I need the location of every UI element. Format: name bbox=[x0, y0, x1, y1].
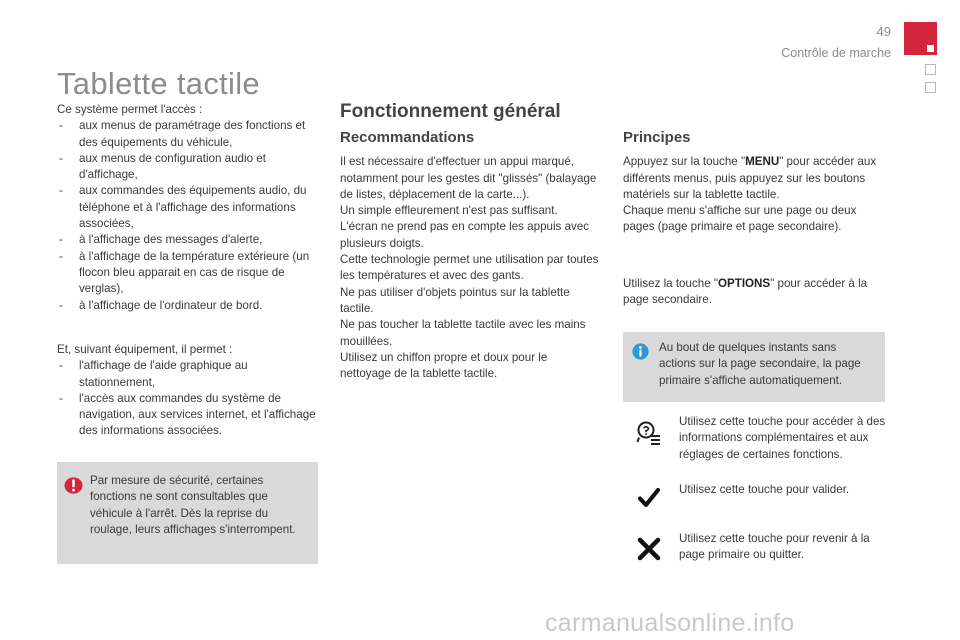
recommendation-text: Cette technologie permet une utilisation par toutes les températures et avec des gants. bbox=[340, 253, 599, 283]
info-box bbox=[623, 332, 885, 402]
chapter-tab-marker bbox=[904, 22, 937, 55]
info-text: Au bout de quelques instants sans actions sur la page secondaire, la page primaire s'affiche automatiquement. bbox=[659, 341, 861, 387]
recommendation-text: L'écran ne prend pas en compte les appuis avec plusieurs doigts. bbox=[340, 220, 590, 250]
warning-text: Par mesure de sécurité, certaines fonctions ne sont consultables que véhicule à l'arrêt. Dès la reprise du roulage, leurs affichages s'interrompent. bbox=[90, 474, 296, 536]
intro-lead: Ce système permet l'accès : bbox=[57, 103, 203, 116]
principles-heading: Principes bbox=[623, 129, 691, 146]
list-item: - à l'affichage de la température extérieure (un flocon bleu apparait en cas de risque de verglas), bbox=[57, 249, 319, 298]
recommendations-heading: Recommandations bbox=[340, 129, 475, 146]
close-icon bbox=[635, 535, 663, 563]
options-list bbox=[57, 358, 319, 439]
watermark: carmanualsonline.info bbox=[545, 609, 795, 637]
list-item: - aux menus de configuration audio et d'affichage, bbox=[57, 151, 319, 184]
recommendation-text: Ne pas utiliser d'objets pointus sur la tablette tactile. bbox=[340, 285, 570, 315]
info-icon bbox=[632, 343, 649, 360]
warning-icon bbox=[64, 476, 83, 495]
chapter-tab-box bbox=[925, 64, 936, 75]
section-name: Contrôle de marche bbox=[781, 46, 891, 60]
recommendation-text: Ne pas toucher la tablette tactile avec les mains mouillées. bbox=[340, 318, 586, 348]
page-number: 49 bbox=[876, 24, 891, 39]
help-menu-icon bbox=[635, 420, 663, 448]
list-item: - à l'affichage de l'ordinateur de bord. bbox=[57, 298, 319, 314]
chapter-tab-box bbox=[925, 82, 936, 93]
list-item: - aux commandes des équipements audio, du téléphone et à l'affichage des informations associées, bbox=[57, 183, 319, 232]
options-block bbox=[57, 342, 319, 440]
close-key-row bbox=[623, 531, 885, 571]
list-item: - l'accès aux commandes du système de navigation, aux services internet, et l'affichage des informations associées. bbox=[57, 391, 319, 440]
help-key-row bbox=[623, 414, 885, 464]
validate-key-row bbox=[623, 482, 885, 512]
menu-key-label: MENU bbox=[745, 155, 780, 169]
list-item: - l'affichage de l'aide graphique au stationnement, bbox=[57, 358, 319, 391]
recommendation-text: Utilisez un chiffon propre et doux pour le nettoyage de la tablette tactile. bbox=[340, 350, 548, 381]
section-heading: Fonctionnement général bbox=[340, 101, 561, 122]
principles-text: Chaque menu s'affiche sur une page ou deux pages (page primaire et page secondaire). bbox=[623, 204, 857, 234]
warning-box bbox=[57, 462, 318, 564]
options-key-block bbox=[623, 276, 885, 309]
intro-block bbox=[57, 102, 319, 314]
intro-list bbox=[57, 118, 319, 314]
close-key-text: Utilisez cette touche pour revenir à la page primaire ou quitter. bbox=[679, 532, 870, 562]
list-item: - à l'affichage des messages d'alerte, bbox=[57, 232, 319, 248]
options-lead: Et, suivant équipement, il permet : bbox=[57, 343, 233, 356]
validate-key-text: Utilisez cette touche pour valider. bbox=[679, 483, 850, 496]
recommendation-text: Il est nécessaire d'effectuer un appui marqué, notamment pour les gestes dit "glissés" (balayage de listes, déplacement de la carte...). bbox=[340, 155, 597, 201]
recommendation-text: Un simple effleurement n'est pas suffisant. bbox=[340, 204, 558, 218]
check-icon bbox=[635, 484, 663, 512]
list-item: - aux menus de paramétrage des fonctions et des équipements du véhicule, bbox=[57, 118, 319, 151]
recommendations-block bbox=[340, 130, 600, 382]
page-title: Tablette tactile bbox=[57, 66, 260, 101]
options-key-text: Utilisez la touche "OPTIONS" pour accéder à la page secondaire. bbox=[623, 277, 868, 307]
principles-block bbox=[623, 130, 885, 236]
principles-text: Appuyez sur la touche "MENU" pour accéder aux différents menus, puis appuyez sur les boutons matériels sur la tablette tactile. bbox=[623, 155, 877, 201]
options-key-label: OPTIONS bbox=[717, 277, 771, 290]
help-key-text: Utilisez cette touche pour accéder à des informations complémentaires et aux réglages de certaines fonctions. bbox=[679, 415, 886, 461]
